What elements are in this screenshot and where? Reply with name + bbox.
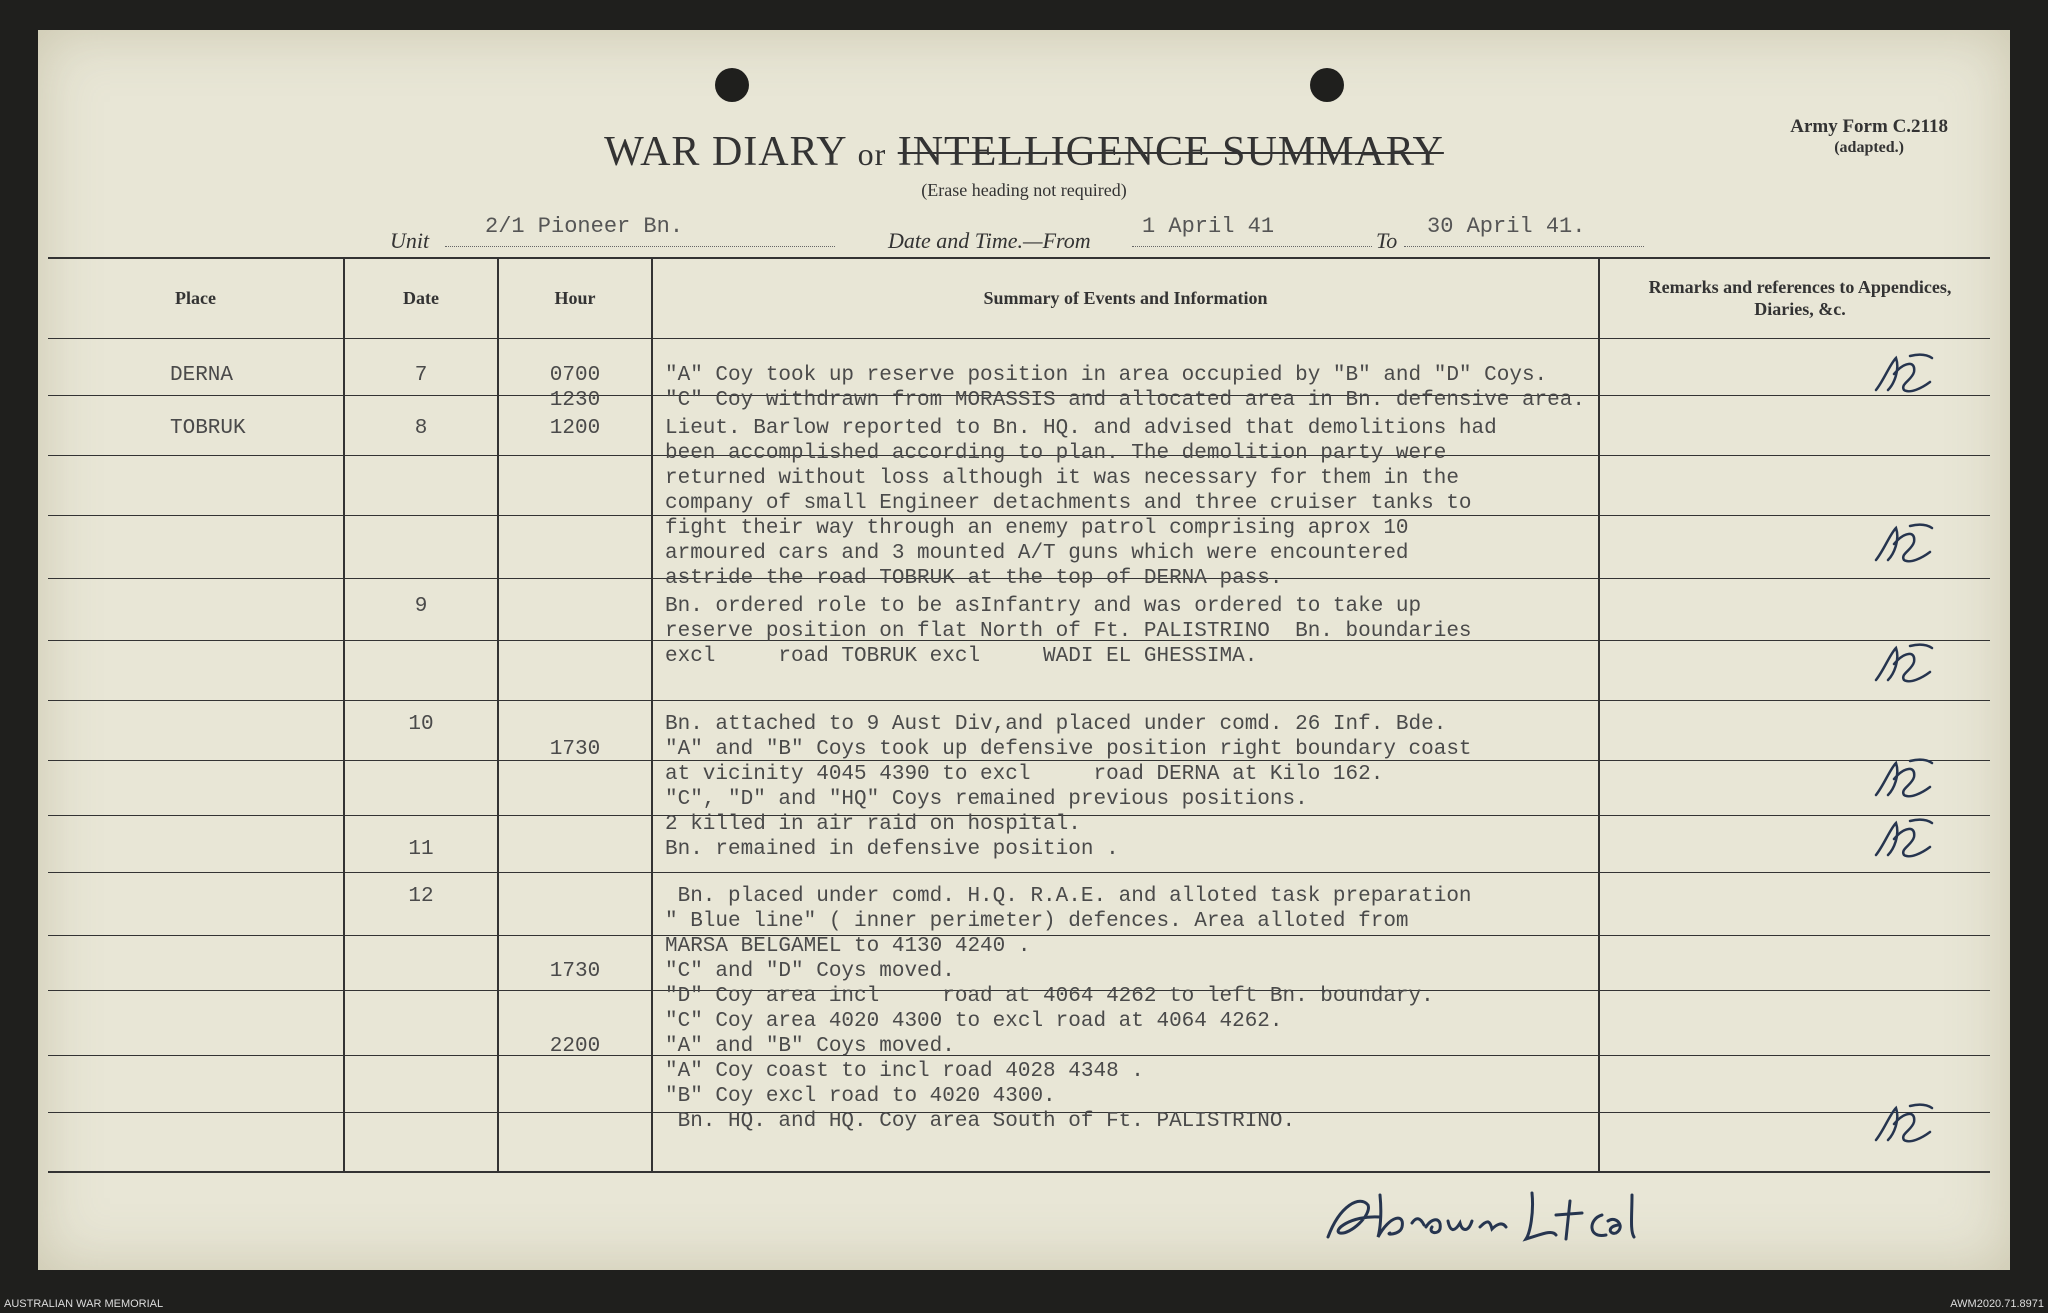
- entry-place: DERNA: [170, 364, 234, 387]
- table-top-border: [48, 257, 1990, 259]
- table-bottom-border: [48, 1171, 1990, 1173]
- date-to-label: To: [1376, 228, 1398, 253]
- entry-summary: at vicinity 4045 4390 to excl road DERNA at Kilo 162.: [665, 763, 1384, 786]
- punch-hole-right: [1310, 68, 1344, 102]
- entry-date: 7: [414, 364, 428, 387]
- entry-date: 10: [408, 713, 434, 736]
- entry-summary: fight their way through an enemy patrol comprising aprox 10: [665, 517, 1409, 540]
- entry-place: TOBRUK: [170, 417, 246, 440]
- entry-summary: been accomplished according to plan. The demolition party were: [665, 442, 1447, 465]
- entry-summary: "B" Coy excl road to 4020 4300.: [665, 1085, 1056, 1108]
- ruled-line: [48, 700, 1990, 701]
- entry-summary: Bn. placed under comd. H.Q. R.A.E. and alloted task preparation: [665, 885, 1472, 908]
- entry-summary: excl road TOBRUK excl WADI EL GHESSIMA.: [665, 645, 1258, 668]
- army-form-label: Army Form C.2118 (adapted.): [1790, 116, 1948, 156]
- punch-hole-left: [715, 68, 749, 102]
- initials-mark: [1870, 1100, 1940, 1155]
- initials-mark: [1870, 520, 1940, 575]
- entry-hour: 1730: [549, 960, 601, 983]
- initials-mark: [1870, 640, 1940, 695]
- entry-summary: "C", "D" and "HQ" Coys remained previous positions.: [665, 788, 1308, 811]
- entry-summary: 2 killed in air raid on hospital.: [665, 813, 1081, 836]
- entry-summary: MARSA BELGAMEL to 4130 4240 .: [665, 935, 1031, 958]
- initials-mark: [1870, 815, 1940, 870]
- erase-note: (Erase heading not required): [921, 180, 1127, 200]
- unit-value: 2/1 Pioneer Bn.: [485, 214, 684, 239]
- unit-dotted-line: [445, 246, 835, 247]
- table-header-border: [48, 338, 1990, 339]
- entry-summary: "C" Coy withdrawn from MORASSIS and allocated area in Bn. defensive area.: [665, 389, 1585, 412]
- date-to-dotted-line: [1404, 246, 1644, 247]
- entry-hour: 1200: [549, 417, 601, 440]
- column-header-place: Place: [175, 288, 216, 308]
- entry-summary: reserve position on flat North of Ft. PALISTRINO Bn. boundaries: [665, 620, 1472, 643]
- signature: [1320, 1175, 1640, 1270]
- unit-label: Unit: [390, 228, 430, 253]
- entry-summary: "C" Coy area 4020 4300 to excl road at 4064 4262.: [665, 1010, 1283, 1033]
- entry-summary: company of small Engineer detachments and three cruiser tanks to: [665, 492, 1472, 515]
- entry-summary: " Blue line" ( inner perimeter) defences. Area alloted from: [665, 910, 1409, 933]
- column-header-hour: Hour: [554, 288, 596, 308]
- entry-hour: 1730: [549, 738, 601, 761]
- entry-summary: Bn. ordered role to be asInfantry and was ordered to take up: [665, 595, 1422, 618]
- entry-summary: "A" Coy coast to incl road 4028 4348 .: [665, 1060, 1144, 1083]
- ruled-line: [48, 872, 1990, 873]
- column-header-date: Date: [403, 288, 439, 308]
- entry-summary: "C" and "D" Coys moved.: [665, 960, 955, 983]
- entry-summary: Bn. remained in defensive position .: [665, 838, 1119, 861]
- entry-hour: 1230: [549, 389, 601, 412]
- entry-summary: astride the road TOBRUK at the top of DERNA pass.: [665, 567, 1283, 590]
- column-header-summary: Summary of Events and Information: [983, 288, 1268, 308]
- entry-summary: "A" and "B" Coys took up defensive position right boundary coast: [665, 738, 1472, 761]
- date-from-value: 1 April 41: [1142, 214, 1275, 239]
- archive-reference: AWM2020.71.8971: [1950, 1298, 2044, 1310]
- entry-date: 9: [414, 595, 428, 618]
- date-from-label: Date and Time.—From: [888, 228, 1091, 253]
- entry-summary: "A" and "B" Coys moved.: [665, 1035, 955, 1058]
- entry-hour: 0700: [549, 364, 601, 387]
- entry-date: 11: [408, 838, 434, 861]
- ruled-line: [48, 1055, 1990, 1056]
- entry-summary: Bn. HQ. and HQ. Coy area South of Ft. PALISTRINO.: [665, 1110, 1296, 1133]
- entry-date: 8: [414, 417, 428, 440]
- archive-credit: AUSTRALIAN WAR MEMORIAL: [4, 1298, 164, 1310]
- page-title: WAR DIARY or INTELLIGENCE SUMMARY: [604, 129, 1444, 175]
- date-from-dotted-line: [1132, 246, 1372, 247]
- initials-mark: [1870, 755, 1940, 810]
- entry-summary: "D" Coy area incl road at 4064 4262 to left Bn. boundary.: [665, 985, 1434, 1008]
- entry-summary: returned without loss although it was necessary for them in the: [665, 467, 1459, 490]
- date-to-value: 30 April 41.: [1427, 214, 1586, 239]
- entry-hour: 2200: [549, 1035, 601, 1058]
- entry-summary: Bn. attached to 9 Aust Div,and placed under comd. 26 Inf. Bde.: [665, 713, 1447, 736]
- entry-summary: armoured cars and 3 mounted A/T guns which were encountered: [665, 542, 1409, 565]
- column-header-remarks: Remarks and references to Appendices, Diaries, &c.: [1648, 277, 1952, 319]
- entry-summary: Lieut. Barlow reported to Bn. HQ. and advised that demolitions had: [665, 417, 1497, 440]
- entry-summary: "A" Coy took up reserve position in area occupied by "B" and "D" Coys.: [665, 364, 1548, 387]
- initials-mark: [1870, 350, 1940, 405]
- entry-date: 12: [408, 885, 434, 908]
